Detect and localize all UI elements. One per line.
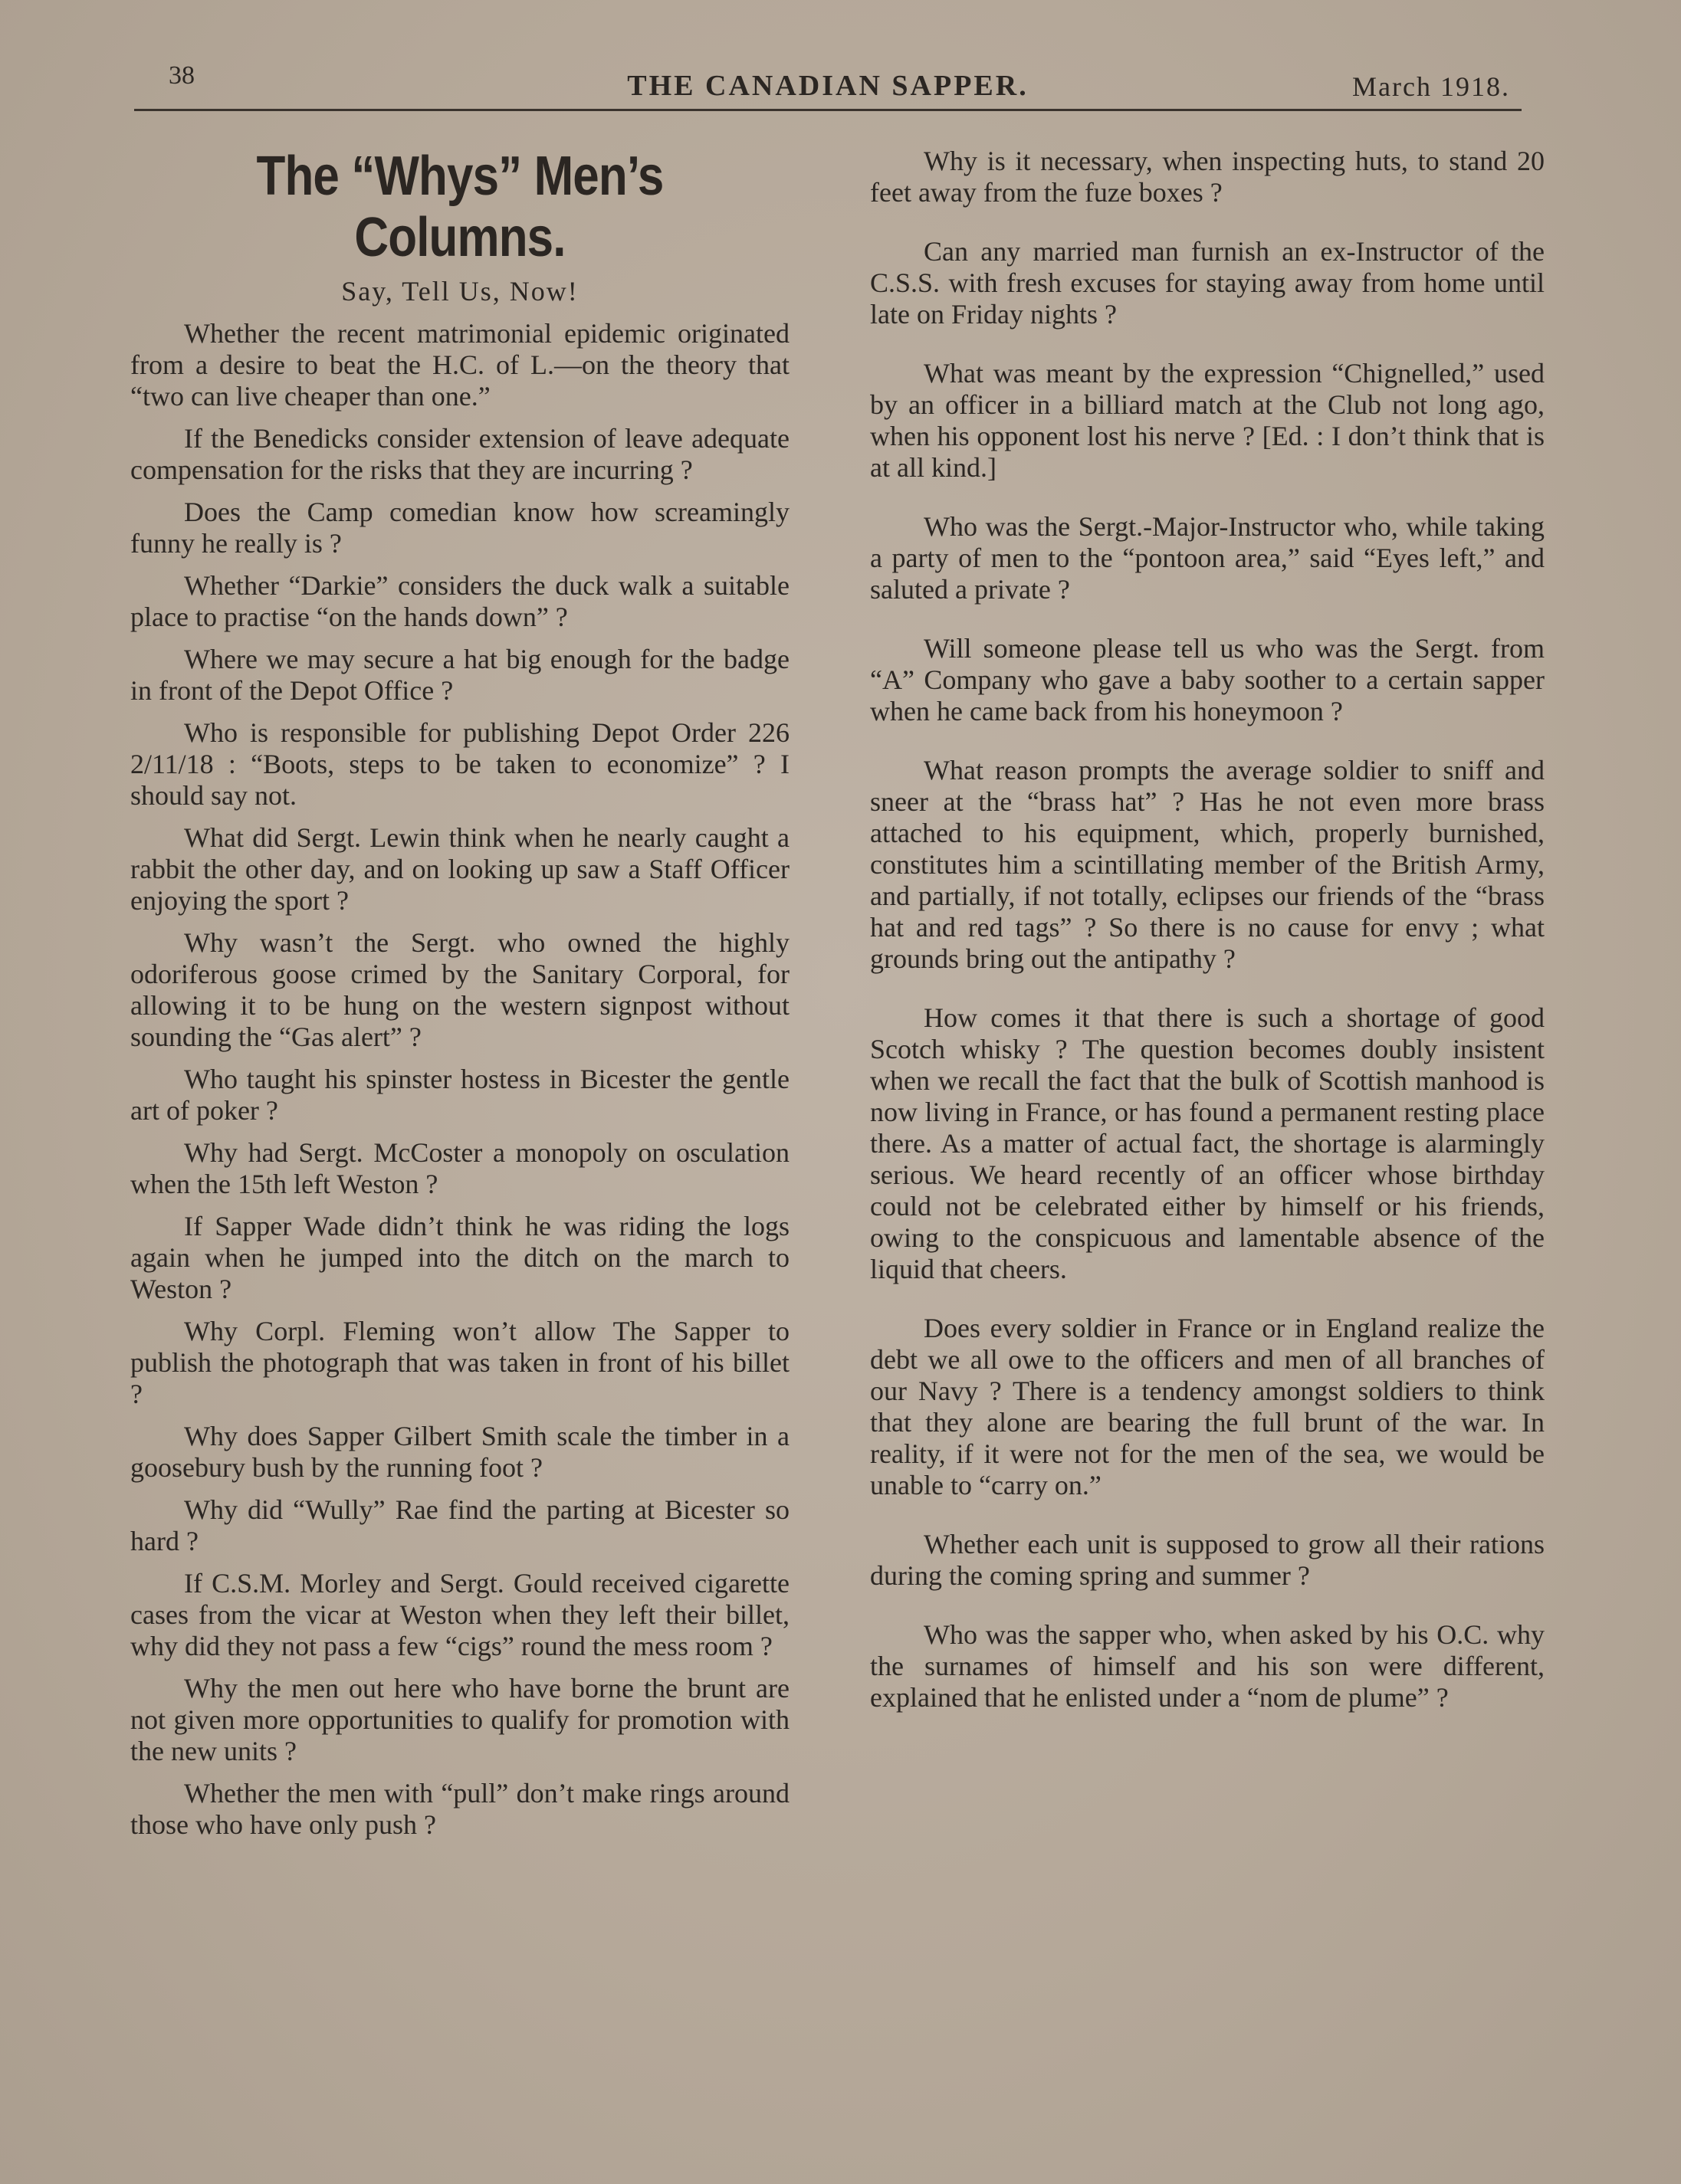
paragraph: Why had Sergt. McCoster a monopoly on osculation when the 15th left Weston ? (130, 1137, 790, 1199)
header-rule (134, 109, 1522, 111)
paragraph: If the Benedicks consider extension of leave adequate compensation for the risks that they are incurring ? (130, 423, 790, 485)
paragraph: How comes it that there is such a shortage of good Scotch whisky ? The question becomes doubly insistent when we recall the fact that the bulk of Scottish manhood is now living in France, or has found a permanent resting place there. As a matter of actual fact, the shortage is alarmingly serious. We heard recently of an officer whose birthday could not be celebrated either by himself or his friends, owing to the conspicuous and lamentable absence of the liquid that cheers. (870, 1002, 1545, 1284)
paragraph: Who was the Sergt.-Major-Instructor who, while taking a party of men to the “pontoon area,” said “Eyes left,” and saluted a private ? (870, 511, 1545, 605)
running-head (138, 61, 1518, 107)
paragraph: Why does Sapper Gilbert Smith scale the timber in a goosebury bush by the running foot ? (130, 1421, 790, 1483)
paragraph: Whether the recent matrimonial epidemic originated from a desire to beat the H.C. of L.—on the theory that “two can live cheaper than one.” (130, 318, 790, 412)
paragraph: Where we may secure a hat big enough for the badge in front of the Depot Office ? (130, 644, 790, 706)
left-column (130, 146, 790, 1851)
paragraph: Why the men out here who have borne the brunt are not given more opportunities to qualify for promotion with the new units ? (130, 1673, 790, 1766)
paragraph: If C.S.M. Morley and Sergt. Gould received cigarette cases from the vicar at Weston when they left their billet, why did they not pass a few “cigs” round the mess room ? (130, 1568, 790, 1661)
article-headline: The “Whys” Men’s Columns. (256, 146, 664, 268)
issue-date: March 1918. (1352, 71, 1510, 102)
article-subhead: Say, Tell Us, Now! (341, 276, 579, 307)
paragraph: What was meant by the expression “Chignelled,” used by an officer in a billiard match at the Club not long ago, when his opponent lost his nerve ? [Ed. : I don’t think that is at all kind.] (870, 358, 1545, 483)
paragraph: Why did “Wully” Rae find the parting at Bicester so hard ? (130, 1494, 790, 1556)
paragraph: Who was the sapper who, when asked by his O.C. why the surnames of himself and his son were different, explained that he enlisted under a “nom de plume” ? (870, 1619, 1545, 1713)
paragraph: Why Corpl. Fleming won’t allow The Sapper to publish the photograph that was taken in front of his billet ? (130, 1316, 790, 1409)
paragraph: Does every soldier in France or in England realize the debt we all owe to the officers and men of all branches of our Navy ? There is a tendency amongst soldiers to think that they alone are bearing the full brunt of the war. In reality, if it were not for the men of the sea, we would be unable to “carry on.” (870, 1313, 1545, 1500)
page-number: 38 (169, 61, 195, 90)
paragraph: Who taught his spinster hostess in Bicester the gentle art of poker ? (130, 1064, 790, 1126)
paragraph: Why is it necessary, when inspecting huts, to stand 20 feet away from the fuze boxes ? (870, 146, 1545, 208)
paragraph: If Sapper Wade didn’t think he was riding the logs again when he jumped into the ditch on the march to Weston ? (130, 1211, 790, 1304)
paragraph: Does the Camp comedian know how screamingly funny he really is ? (130, 497, 790, 559)
paragraph: Can any married man furnish an ex-Instructor of the C.S.S. with fresh excuses for staying away from home until late on Friday nights ? (870, 236, 1545, 330)
paragraph: What did Sergt. Lewin think when he nearly caught a rabbit the other day, and on looking up saw a Staff Officer enjoying the sport ? (130, 822, 790, 916)
paragraph: Whether each unit is supposed to grow all their rations during the coming spring and summer ? (870, 1529, 1545, 1591)
paragraph: Who is responsible for publishing Depot Order 226 2/11/18 : “Boots, steps to be taken to economize” ? I should say not. (130, 717, 790, 811)
journal-title: THE CANADIAN SAPPER. (627, 70, 1029, 102)
paragraph: Whether “Darkie” considers the duck walk a suitable place to practise “on the hands down” ? (130, 570, 790, 632)
paragraph: Will someone please tell us who was the Sergt. from “A” Company who gave a baby soother to a certain sapper when he came back from his honeymoon ? (870, 633, 1545, 726)
paragraph: Whether the men with “pull” don’t make rings around those who have only push ? (130, 1778, 790, 1840)
right-column (870, 146, 1545, 1741)
paragraph: Why wasn’t the Sergt. who owned the highly odoriferous goose crimed by the Sanitary Corporal, for allowing it to be hung on the western signpost without sounding the “Gas alert” ? (130, 927, 790, 1052)
paragraph: What reason prompts the average soldier to sniff and sneer at the “brass hat” ? Has he not even more brass attached to his equipment, which, properly burnished, constitutes him a scintillating member of the British Army, and partially, if not totally, eclipses our friends of the “brass hat and red tags” ? So there is no cause for envy ; what grounds bring out the antipathy ? (870, 755, 1545, 974)
